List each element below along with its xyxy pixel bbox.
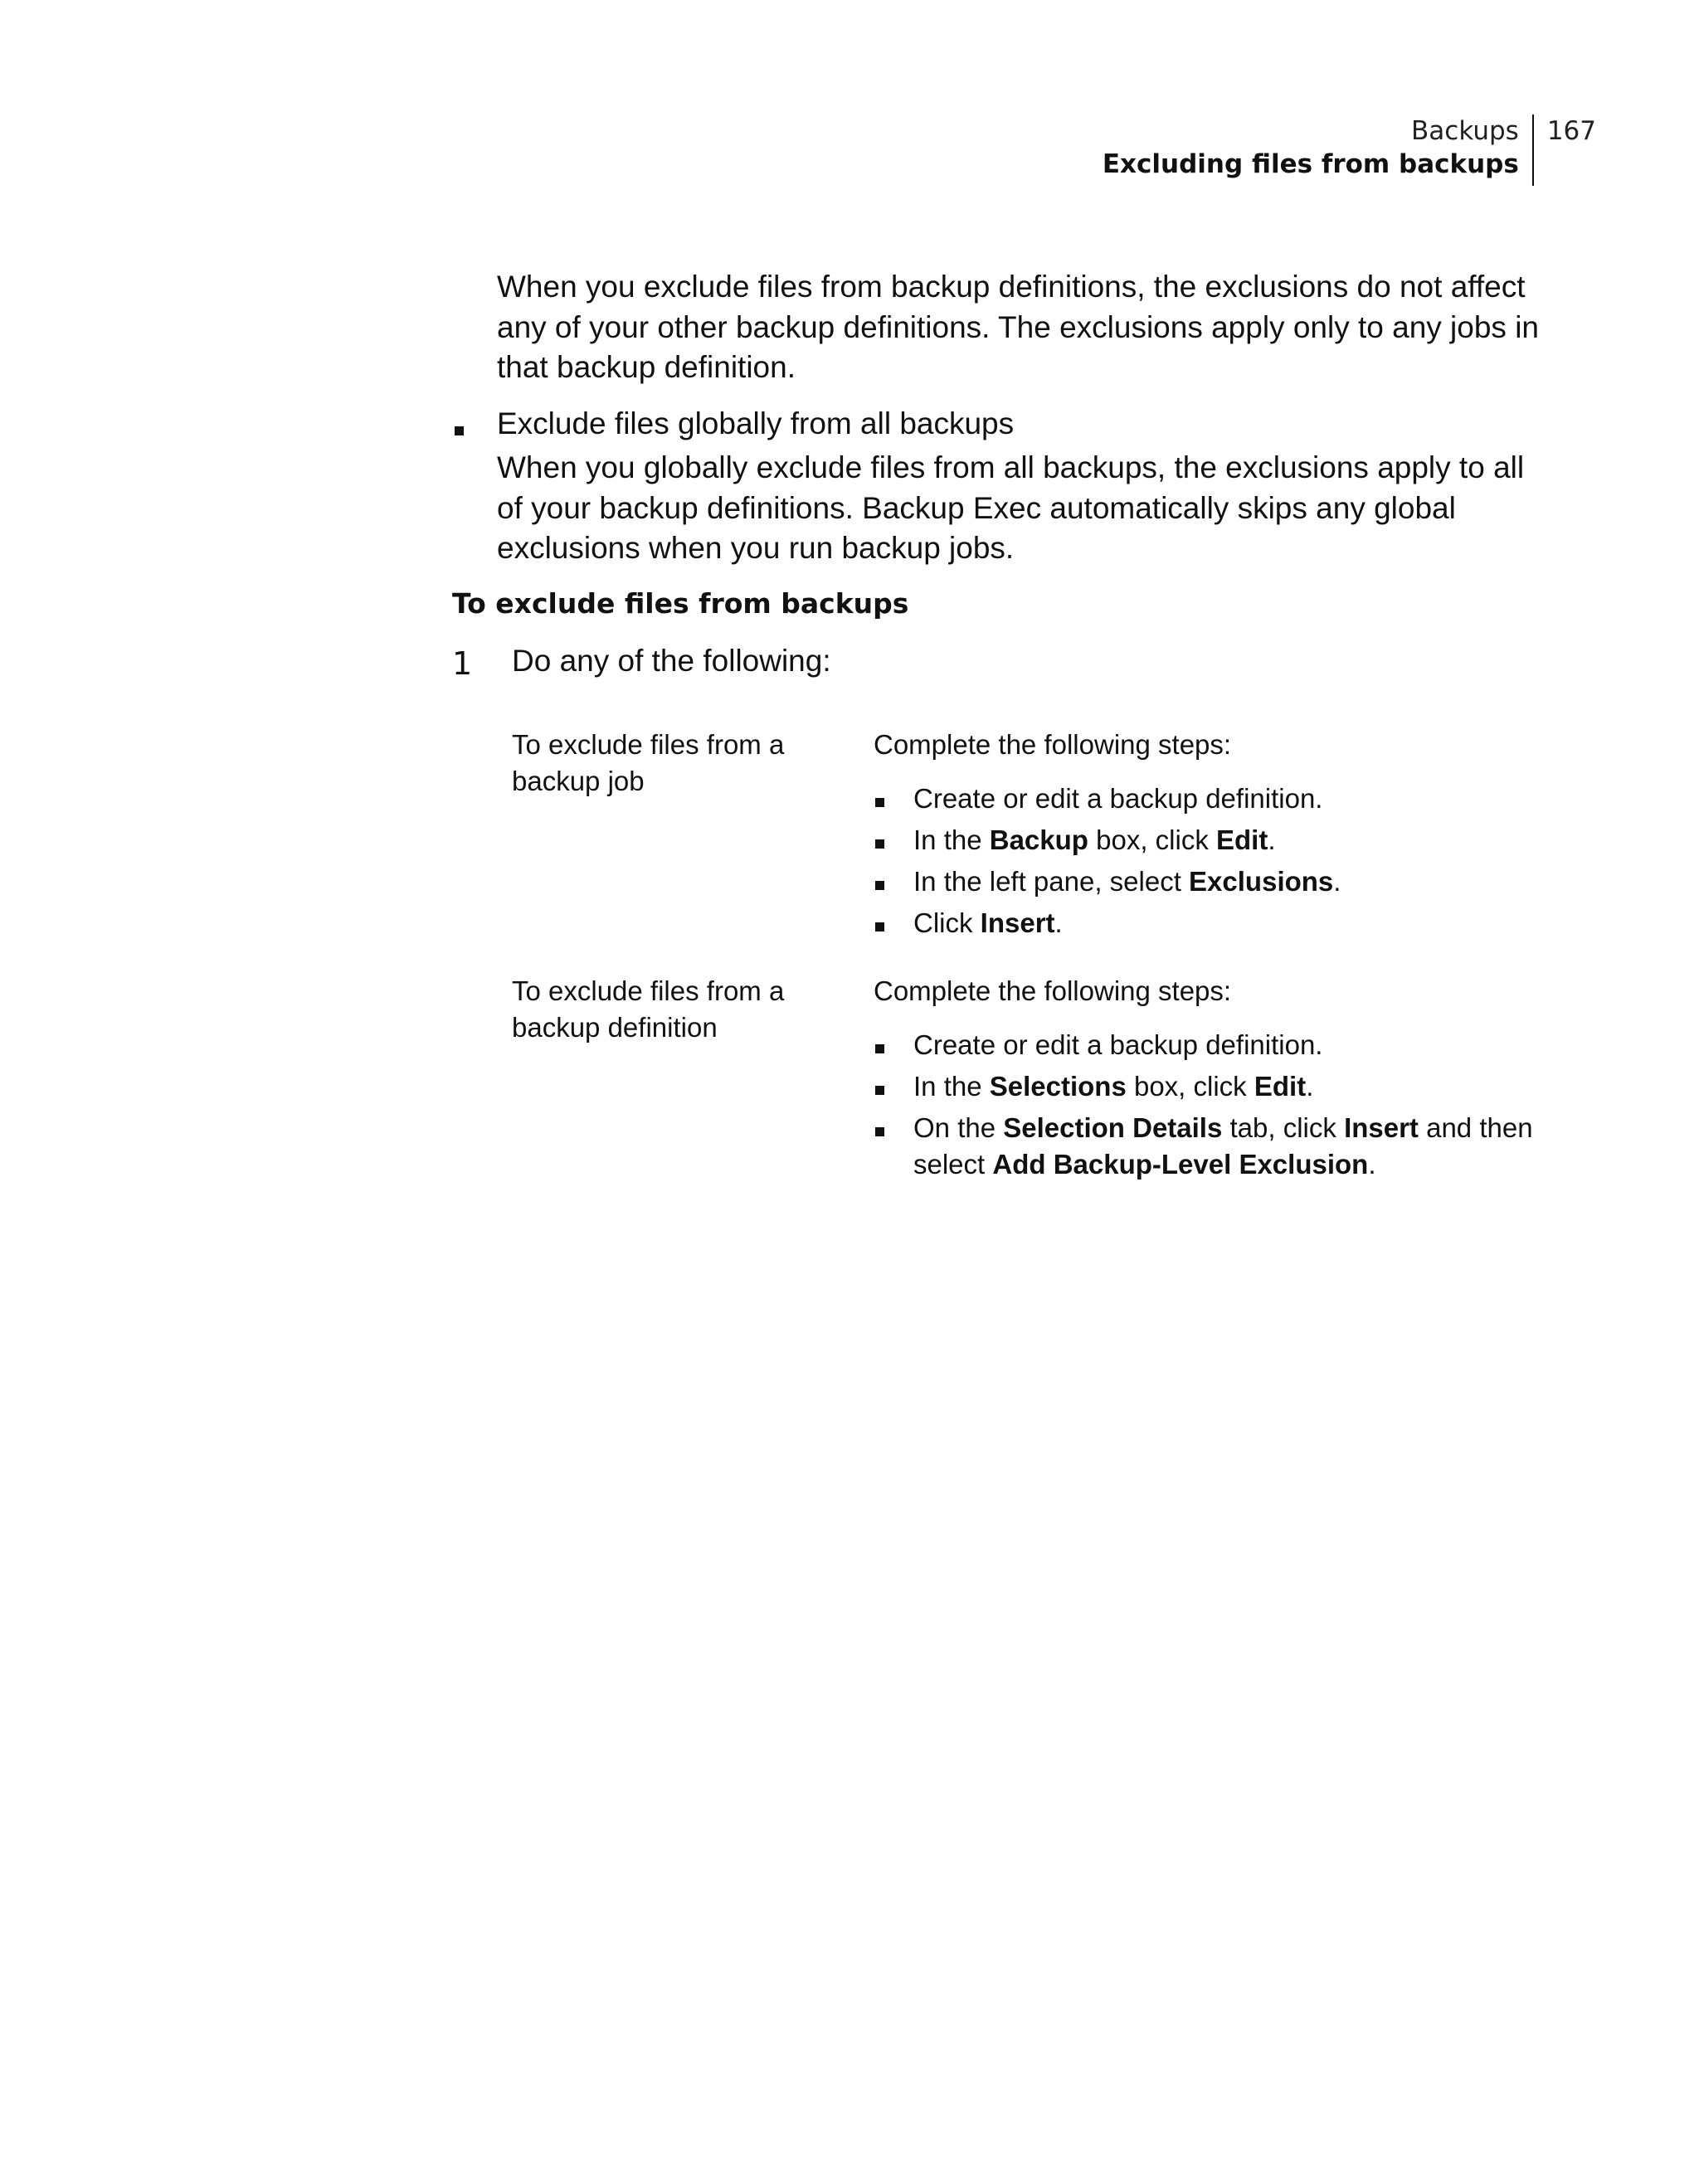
ui-term: Edit [1216,824,1268,855]
list-item-text: box, click [1088,824,1216,855]
list-item-text: and then select [913,1112,1533,1180]
list-item-text: tab, click [1222,1112,1345,1143]
table-row-2-label: To exclude files from a backup definition [512,975,785,1043]
page-number: 167 [1546,116,1596,146]
list-item [913,781,1544,817]
list-item [913,1027,1544,1063]
bullet-marker [875,1044,884,1053]
ui-term: Selection Details [1003,1112,1223,1143]
table-row-2-intro: Complete the following steps: [874,975,1232,1006]
bullet-marker [875,1086,884,1095]
running-header-titles [1103,114,1532,186]
bullet-marker [875,881,884,890]
ui-term: Add Backup-Level Exclusion [992,1149,1369,1180]
ui-term: Selections [989,1071,1127,1102]
bullet-marker [875,922,884,931]
bullet-marker [875,839,884,849]
bullet-marker [455,426,464,435]
intro-paragraph: When you exclude files from backup definitions, the exclusions do not affect any of your other backup definitions. The exclusions apply only to any jobs in that backup definition. [497,270,1540,384]
list-item-text: On the [913,1112,1004,1143]
table-row-1-label: To exclude files from a backup job [512,729,785,796]
chapter-title: Backups [1411,116,1519,146]
running-header [1103,114,1596,186]
list-item [913,1068,1544,1105]
list-item [913,863,1544,900]
ui-term: Exclusions [1189,866,1334,897]
list-item-text: box, click [1126,1071,1254,1102]
section-title: Excluding files from backups [1102,149,1519,179]
global-item-title: Exclude files globally from all backups [497,406,1015,440]
list-item-text: In the [913,824,990,855]
list-item-text: . [1333,866,1341,897]
bullet-marker [875,1127,884,1136]
list-item-text: In the [913,1071,990,1102]
ui-term: Insert [1344,1112,1419,1143]
list-item [913,822,1544,859]
list-item-text: Click [913,907,981,938]
bullet-marker [875,798,884,807]
list-item-text: . [1268,824,1276,855]
ui-term: Edit [1254,1071,1307,1102]
list-item-text: Create or edit a backup definition. [913,1029,1323,1060]
list-item-text: . [1054,907,1063,938]
step-number: 1 [452,645,473,682]
list-item [913,905,1544,941]
list-item-text: Create or edit a backup definition. [913,783,1323,814]
global-item-body: When you globally exclude files from all backups, the exclusions apply to all of your backup definitions. Backup Exec automatically skips any global exclusions when you run backup jobs. [497,450,1525,565]
ui-term: Insert [980,907,1055,938]
table-row-1-intro: Complete the following steps: [874,729,1232,760]
list-item-text: . [1306,1071,1314,1102]
ui-term: Backup [989,824,1088,855]
procedure-heading: To exclude files from backups [452,587,909,620]
list-item-text: In the left pane, select [913,866,1190,897]
step-text: Do any of the following: [512,644,831,678]
list-item-text: . [1368,1149,1376,1180]
list-item [913,1110,1544,1183]
